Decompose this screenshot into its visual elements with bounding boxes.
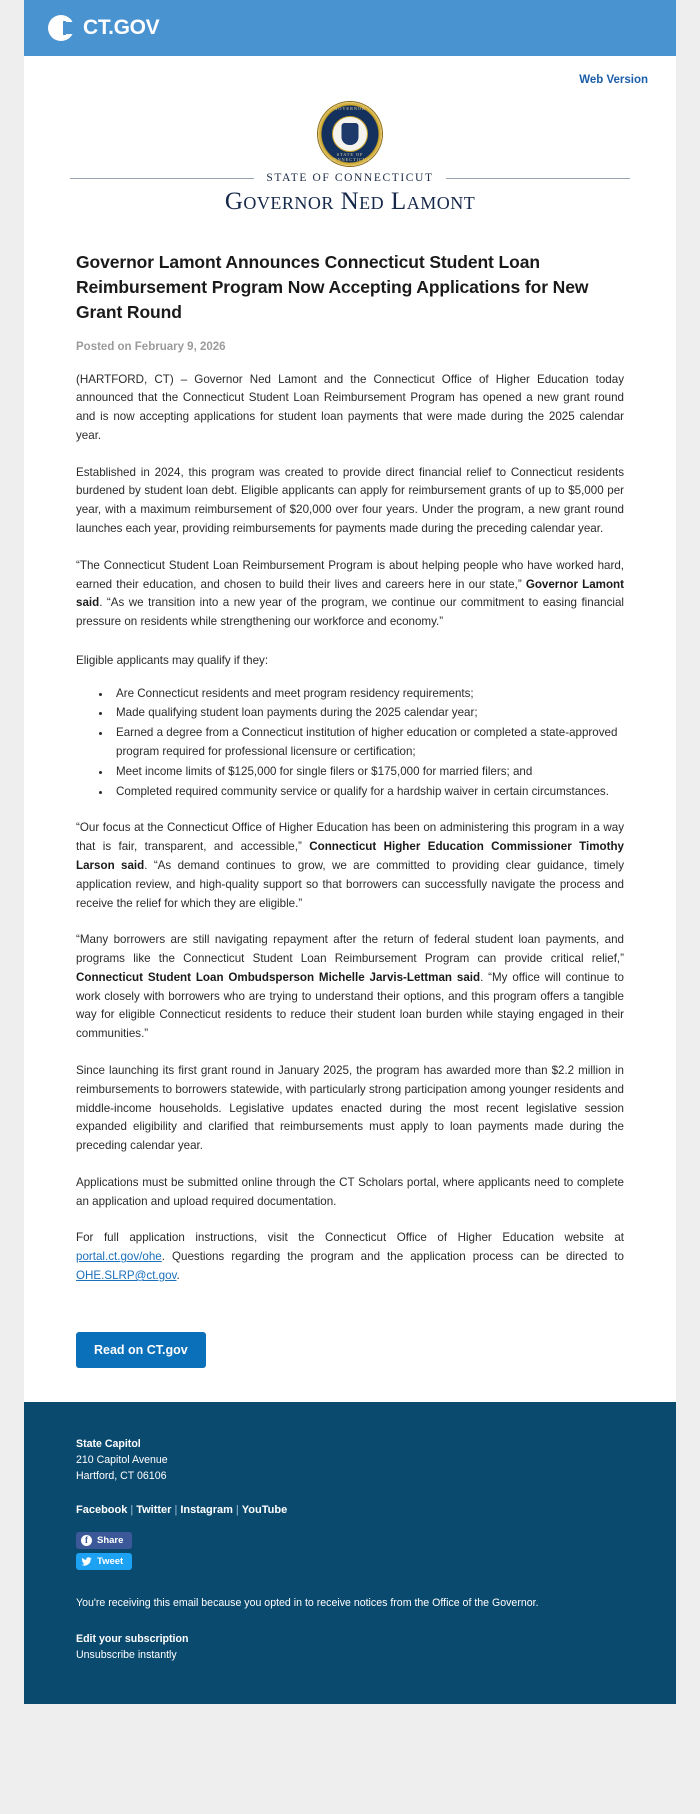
list-item: • Meet income limits of $125,000 for single filers or $175,000 for married filers; and	[112, 763, 624, 782]
address-line-1: State Capitol	[76, 1437, 141, 1450]
state-divider	[24, 172, 676, 184]
article	[24, 216, 676, 1286]
paragraph-intro: (HARTFORD, CT) – Governor Ned Lamont and the Connecticut Office of Higher Education today announced that the Connecticut Student Loan Reimbursement Program has opened a new grant round and is now accepting applications for student loan payments that were made during the 2025 calendar year.	[76, 372, 624, 442]
social-links-row	[76, 1504, 624, 1516]
eligibility-lead-in: Eligible applicants may qualify if they:	[76, 653, 269, 667]
ct-gov-brand[interactable]	[48, 15, 159, 41]
portal-link[interactable]: portal.ct.gov/ohe	[76, 1250, 162, 1264]
paragraph-closing	[76, 1229, 624, 1285]
list-item: • Are Connecticut residents and meet program residency requirements;	[112, 685, 624, 704]
footer-address	[76, 1436, 624, 1484]
quote-governor	[76, 557, 624, 632]
governor-name: Governor Ned Lamont	[224, 188, 476, 215]
twitter-share-button[interactable]	[76, 1553, 132, 1570]
social-link-facebook[interactable]: Facebook	[76, 1504, 128, 1517]
divider-left	[70, 178, 254, 179]
facebook-share-button[interactable]	[76, 1532, 132, 1549]
edit-subscription-link[interactable]: Edit your subscription	[76, 1632, 189, 1645]
social-link-twitter[interactable]: Twitter	[136, 1504, 172, 1517]
share-buttons	[76, 1530, 624, 1574]
quote-ombudsperson	[76, 931, 624, 1044]
closing-part1: For full application instructions, visit the Connecticut Office of Higher Education website at	[76, 1231, 624, 1245]
quote-governor-part1: “The Connecticut Student Loan Reimbursement Program is about helping people who have worked hard, earned their education, and chosen to build their lives and careers here in our state,”	[76, 558, 624, 591]
connecticut-state-seal-icon	[318, 102, 382, 166]
page-title: Governor Lamont Announces Connecticut Student Loan Reimbursement Program Now Accepting Applications for New Grant Round	[76, 252, 589, 322]
ct-gov-logo-icon	[48, 15, 74, 41]
list-item: • Completed required community service or qualify for a hardship waiver in certain circumstances.	[112, 783, 624, 802]
twitter-share-label: Tweet	[97, 1556, 124, 1568]
closing-part3: .	[176, 1269, 180, 1282]
posted-date: Posted on February 9, 2026	[76, 340, 226, 353]
social-link-youtube[interactable]: YouTube	[241, 1504, 288, 1517]
quote-commissioner-part2: . “As demand continues to grow, we are committed to providing clear guidance, timely application review, and high-quality support so that borrowers can successfully navigate the process and receive the relief for which they are eligible.”	[76, 858, 624, 910]
unsubscribe-link[interactable]: Unsubscribe instantly	[76, 1648, 177, 1661]
email-body-sheet	[24, 56, 676, 1402]
brand-header-bar	[24, 0, 676, 56]
social-link-instagram[interactable]: Instagram	[180, 1504, 233, 1517]
paragraph-statistics: Since launching its first grant round in January 2025, the program has awarded more than $2.2 million in reimbursements to borrowers statewide, with particularly strong participation among younger residents and middle-income households. Legislative updates enacted during the most recent legislative session expanded eligibility and clarified that reimbursements must apply to loan payments made during the preceding calendar year.	[76, 1063, 624, 1153]
quote-governor-attribution: Governor Lamont said	[76, 577, 624, 610]
list-item: • Earned a degree from a Connecticut institution of higher education or completed a state-approved program required for professional licensure or certification;	[112, 724, 624, 762]
seal-ring-bottom-text: STATE OF CONNECTICUT	[329, 152, 371, 162]
quote-ombudsperson-part2: . “My office will continue to work closely with borrowers who are trying to understand their options, and this program offers a tangible way for eligible Connecticut residents to reduce their student loan burden while staying engaged in their communities.”	[76, 970, 625, 1041]
social-separator: |	[174, 1504, 178, 1517]
brand-name: CT.GOV	[83, 16, 160, 39]
quote-commissioner-attribution: Connecticut Higher Education Commissioner Timothy Larson said	[76, 840, 624, 872]
facebook-icon: f	[81, 1535, 92, 1546]
paragraph-established: Established in 2024, this program was created to provide direct financial relief to Connecticut residents burdened by student loan debt. Eligible applicants can apply for reimbursement grants of up to $5,000 per year, with a maximum reimbursement of $20,000 over four years. Under the program, a new grant round launches each year, providing reimbursements for payments made during the preceding calendar year.	[76, 465, 624, 535]
seal-ring-top-text: GOVERNOR	[334, 106, 366, 111]
web-version-row	[24, 56, 676, 88]
web-version-link[interactable]: Web Version	[579, 74, 648, 86]
quote-commissioner-part1: “Our focus at the Connecticut Office of Higher Education has been on administering this program in a way that is fair, transparent, and accessible,”	[76, 821, 624, 854]
facebook-share-label: Share	[97, 1535, 124, 1547]
divider-right	[446, 178, 630, 179]
eligibility-list	[76, 685, 624, 802]
masthead	[24, 88, 676, 216]
email-footer	[24, 1402, 676, 1704]
social-separator: |	[235, 1504, 239, 1517]
quote-governor-part2: . “As we transition into a new year of the program, we continue our commitment to easing financial pressure on residents while strengthening our workforce and economy.”	[76, 596, 624, 629]
page-bottom-spacer	[0, 1704, 700, 1814]
cta-section	[24, 1286, 676, 1368]
address-line-2: 210 Capitol Avenue	[76, 1453, 168, 1466]
twitter-bird-icon	[81, 1556, 92, 1567]
closing-part2: . Questions regarding the program and the application process can be directed to	[161, 1250, 624, 1264]
read-on-ctgov-button[interactable]: Read on CT.gov	[76, 1332, 206, 1368]
address-line-3: Hartford, CT 06106	[76, 1469, 167, 1482]
state-label: STATE OF CONNECTICUT	[266, 172, 434, 184]
paragraph-applications: Applications must be submitted online through the CT Scholars portal, where applicants need to complete an application and upload required documentation.	[76, 1175, 624, 1208]
quote-ombudsperson-attribution: Connecticut Student Loan Ombudsperson Michelle Jarvis-Lettman said	[76, 970, 481, 984]
subscription-links	[76, 1632, 624, 1664]
quote-ombudsperson-part1: “Many borrowers are still navigating repayment after the return of federal student loan payments, and programs like the Connecticut Student Loan Reimbursement Program can provide critical relief,”	[76, 933, 624, 966]
email-link[interactable]: OHE.SLRP@ct.gov	[76, 1269, 177, 1282]
list-item: • Made qualifying student loan payments during the 2025 calendar year;	[112, 704, 624, 723]
social-separator: |	[130, 1504, 134, 1517]
quote-commissioner	[76, 819, 624, 913]
optin-notice: You're receiving this email because you opted in to receive notices from the Office of the Governor.	[76, 1597, 539, 1610]
